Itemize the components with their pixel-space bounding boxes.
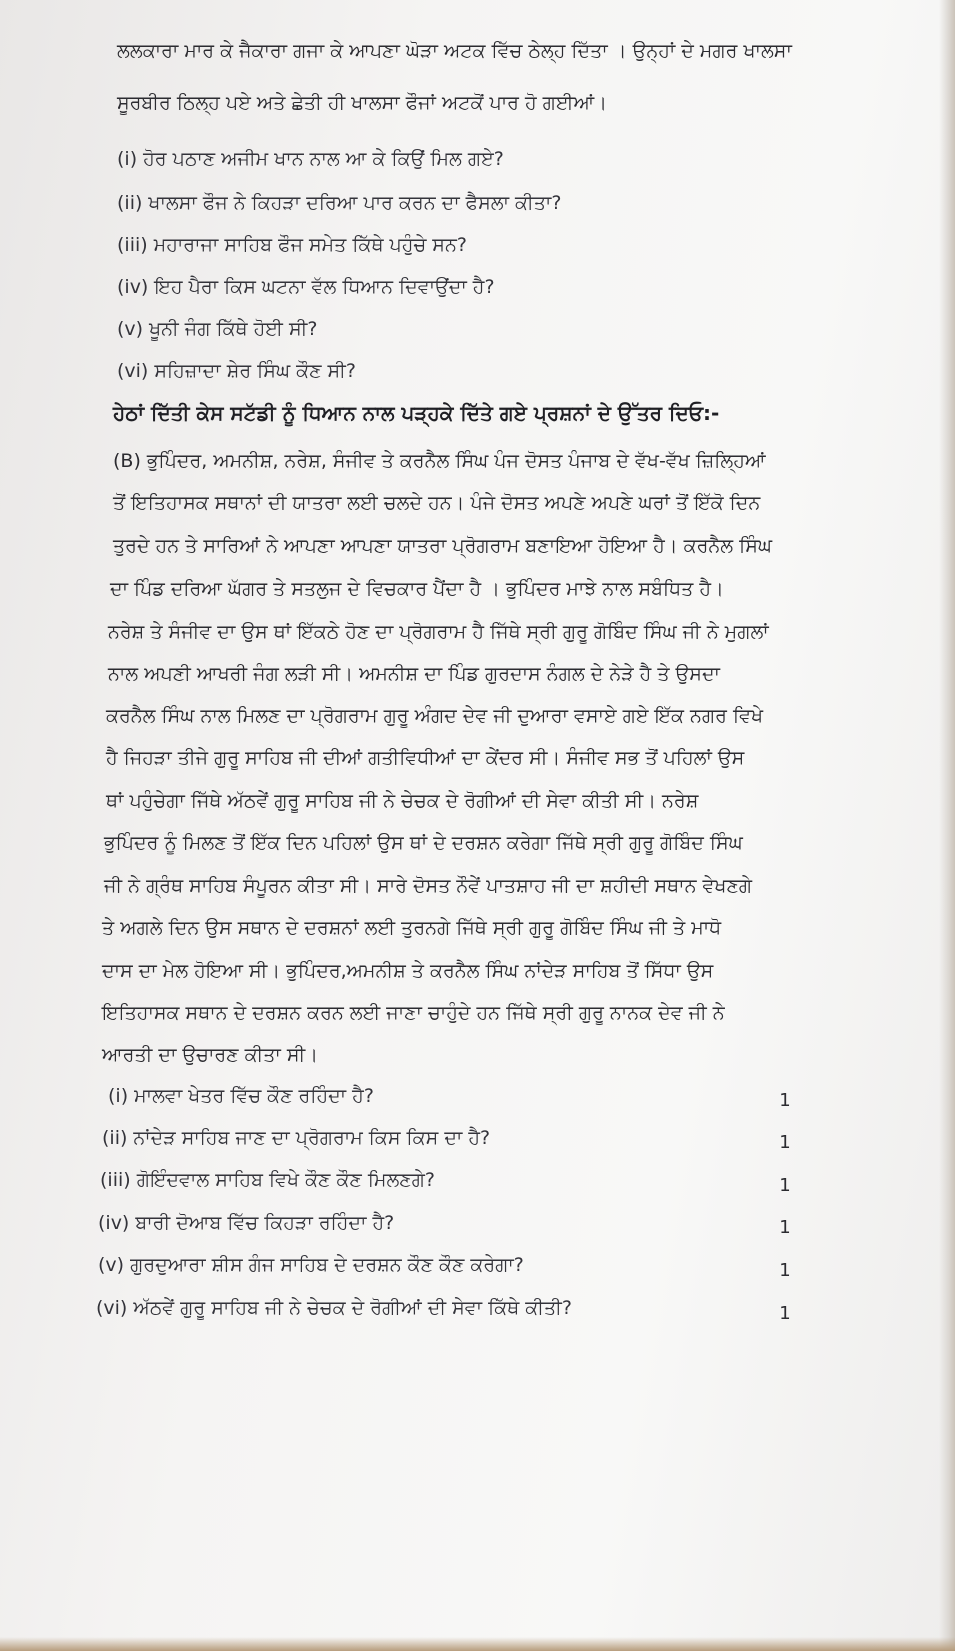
case-study-line: ਭੁਪਿੰਦਰ ਨੂੰ ਮਿਲਣ ਤੋਂ ਇੱਕ ਦਿਨ ਪਹਿਲਾਂ ਉਸ ਥਾਂ ਦੇ ਦਰਸ਼ਨ ਕਰੇਗਾ ਜਿੱਥੇ ਸ੍ਰੀ ਗੁਰੂ ਗੋਬਿੰਦ ਸਿੰਘ <box>104 832 743 854</box>
question-a-6: (vi) ਸਹਿਜ਼ਾਦਾ ਸ਼ੇਰ ਸਿੰਘ ਕੌਣ ਸੀ? <box>117 360 356 382</box>
case-study-line: ਤੇ ਅਗਲੇ ਦਿਨ ਉਸ ਸਥਾਨ ਦੇ ਦਰਸ਼ਨਾਂ ਲਈ ਤੁਰਨਗੇ ਜਿੱਥੇ ਸ੍ਰੀ ਗੁਰੂ ਗੋਬਿੰਦ ਸਿੰਘ ਜੀ ਤੇ ਮਾਧੋ <box>102 917 722 939</box>
case-study-line: ਥਾਂ ਪਹੁੰਚੇਗਾ ਜਿੱਥੇ ਅੱਠਵੇਂ ਗੁਰੂ ਸਾਹਿਬ ਜੀ ਨੇ ਚੇਚਕ ਦੇ ਰੋਗੀਆਂ ਦੀ ਸੇਵਾ ਕੀਤੀ ਸੀ। ਨਰੇਸ਼ <box>106 790 699 812</box>
question-b-6-mark: 1 <box>779 1303 791 1324</box>
paper-edge-shadow <box>939 0 955 1651</box>
case-study-line: ਦਾ ਪਿੰਡ ਦਰਿਆ ਘੱਗਰ ਤੇ ਸਤਲੁਜ ਦੇ ਵਿਚਕਾਰ ਪੈਂਦਾ ਹੈ । ਭੁਪਿੰਦਰ ਮਾਝੇ ਨਾਲ ਸਬੰਧਿਤ ਹੈ। <box>110 578 724 600</box>
question-b-1: (i) ਮਾਲਵਾ ਖੇਤਰ ਵਿੱਚ ਕੌਣ ਰਹਿੰਦਾ ਹੈ? <box>108 1085 374 1107</box>
question-b-5-mark: 1 <box>779 1260 791 1281</box>
case-study-line: ਦਾਸ ਦਾ ਮੇਲ ਹੋਇਆ ਸੀ। ਭੁਪਿੰਦਰ,ਅਮਨੀਸ਼ ਤੇ ਕਰਨੈਲ ਸਿੰਘ ਨਾਂਦੇੜ ਸਾਹਿਬ ਤੋਂ ਸਿੱਧਾ ਉਸ <box>102 960 714 982</box>
question-b-4-mark: 1 <box>779 1217 791 1238</box>
case-study-line: ਆਰਤੀ ਦਾ ਉਚਾਰਣ ਕੀਤਾ ਸੀ। <box>102 1044 319 1066</box>
passage-line: ਸੂਰਬੀਰ ਠਿਲ੍ਹ ਪਏ ਅਤੇ ਛੇਤੀ ਹੀ ਖਾਲਸਾ ਫੌਜਾਂ ਅਟਕੋਂ ਪਾਰ ਹੋ ਗਈਆਂ। <box>117 92 608 114</box>
question-b-3: (iii) ਗੋਇੰਦਵਾਲ ਸਾਹਿਬ ਵਿਖੇ ਕੌਣ ਕੌਣ ਮਿਲਣਗੇ? <box>100 1169 435 1191</box>
case-study-line: ਇਤਿਹਾਸਕ ਸਥਾਨ ਦੇ ਦਰਸ਼ਨ ਕਰਨ ਲਈ ਜਾਣਾ ਚਾਹੁੰਦੇ ਹਨ ਜਿੱਥੇ ਸ੍ਰੀ ਗੁਰੂ ਨਾਨਕ ਦੇਵ ਜੀ ਨੇ <box>102 1002 725 1024</box>
case-study-line: (B) ਭੁਪਿੰਦਰ, ਅਮਨੀਸ਼, ਨਰੇਸ਼, ਸੰਜੀਵ ਤੇ ਕਰਨੈਲ ਸਿੰਘ ਪੰਜ ਦੋਸਤ ਪੰਜਾਬ ਦੇ ਵੱਖ-ਵੱਖ ਜ਼ਿਲ੍ਹਿਆਂ <box>113 450 766 472</box>
question-b-5: (v) ਗੁਰਦੁਆਰਾ ਸ਼ੀਸ ਗੰਜ ਸਾਹਿਬ ਦੇ ਦਰਸ਼ਨ ਕੌਣ ਕੌਣ ਕਰੇਗਾ? <box>98 1254 524 1276</box>
case-study-line: ਹੈ ਜਿਹੜਾ ਤੀਜੇ ਗੁਰੂ ਸਾਹਿਬ ਜੀ ਦੀਆਂ ਗਤੀਵਿਧੀਆਂ ਦਾ ਕੇਂਦਰ ਸੀ। ਸੰਜੀਵ ਸਭ ਤੋਂ ਪਹਿਲਾਂ ਉਸ <box>106 747 745 769</box>
question-b-1-mark: 1 <box>779 1090 791 1111</box>
question-a-5: (v) ਖੂਨੀ ਜੰਗ ਕਿੱਥੇ ਹੋਈ ਸੀ? <box>117 318 318 340</box>
case-study-line: ਤੁਰਦੇ ਹਨ ਤੇ ਸਾਰਿਆਂ ਨੇ ਆਪਣਾ ਆਪਣਾ ਯਾਤਰਾ ਪ੍ਰੋਗਰਾਮ ਬਣਾਇਆ ਹੋਇਆ ਹੈ। ਕਰਨੈਲ ਸਿੰਘ <box>113 535 773 557</box>
case-study-line: ਕਰਨੈਲ ਸਿੰਘ ਨਾਲ ਮਿਲਣ ਦਾ ਪ੍ਰੋਗਰਾਮ ਗੁਰੂ ਅੰਗਦ ਦੇਵ ਜੀ ਦੁਆਰਾ ਵਸਾਏ ਗਏ ਇੱਕ ਨਗਰ ਵਿਖੇ <box>106 705 764 727</box>
question-b-2: (ii) ਨਾਂਦੇੜ ਸਾਹਿਬ ਜਾਣ ਦਾ ਪ੍ਰੋਗਰਾਮ ਕਿਸ ਕਿਸ ਦਾ ਹੈ? <box>102 1127 491 1149</box>
question-a-3: (iii) ਮਹਾਰਾਜਾ ਸਾਹਿਬ ਫੌਜ ਸਮੇਤ ਕਿੱਥੇ ਪਹੁੰਚੇ ਸਨ? <box>117 234 467 256</box>
case-study-line: ਤੋਂ ਇਤਿਹਾਸਕ ਸਥਾਨਾਂ ਦੀ ਯਾਤਰਾ ਲਈ ਚਲਦੇ ਹਨ। ਪੰਜੇ ਦੋਸਤ ਅਪਣੇ ਅਪਣੇ ਘਰਾਂ ਤੋਂ ਇੱਕੋ ਦਿਨ <box>113 492 761 514</box>
passage-line: ਲਲਕਾਰਾ ਮਾਰ ਕੇ ਜੈਕਾਰਾ ਗਜਾ ਕੇ ਆਪਣਾ ਘੋੜਾ ਅਟਕ ਵਿੱਚ ਠੇਲ੍ਹ ਦਿੱਤਾ । ਉਨ੍ਹਾਂ ਦੇ ਮਗਰ ਖਾਲਸਾ <box>117 40 792 62</box>
question-b-2-mark: 1 <box>779 1132 791 1153</box>
question-b-4: (iv) ਬਾਰੀ ਦੋਆਬ ਵਿੱਚ ਕਿਹੜਾ ਰਹਿੰਦਾ ਹੈ? <box>98 1212 395 1234</box>
question-a-1: (i) ਹੋਰ ਪਠਾਣ ਅਜੀਮ ਖਾਨ ਨਾਲ ਆ ਕੇ ਕਿਉਂ ਮਿਲ ਗਏ? <box>117 148 504 170</box>
question-a-2: (ii) ਖਾਲਸਾ ਫੌਜ ਨੇ ਕਿਹੜਾ ਦਰਿਆ ਪਾਰ ਕਰਨ ਦਾ ਫੈਸਲਾ ਕੀਤਾ? <box>117 192 562 214</box>
case-study-line: ਜੀ ਨੇ ਗ੍ਰੰਥ ਸਾਹਿਬ ਸੰਪੂਰਨ ਕੀਤਾ ਸੀ। ਸਾਰੇ ਦੋਸਤ ਨੌਵੇਂ ਪਾਤਸ਼ਾਹ ਜੀ ਦਾ ਸ਼ਹੀਦੀ ਸਥਾਨ ਵੇਖਣਗੇ <box>104 875 753 897</box>
question-b-6: (vi) ਅੱਠਵੇਂ ਗੁਰੂ ਸਾਹਿਬ ਜੀ ਨੇ ਚੇਚਕ ਦੇ ਰੋਗੀਆਂ ਦੀ ਸੇਵਾ ਕਿੱਥੇ ਕੀਤੀ? <box>96 1297 572 1319</box>
case-study-line: ਨਾਲ ਅਪਣੀ ਆਖਰੀ ਜੰਗ ਲੜੀ ਸੀ। ਅਮਨੀਸ਼ ਦਾ ਪਿੰਡ ਗੁਰਦਾਸ ਨੰਗਲ ਦੇ ਨੇੜੇ ਹੈ ਤੇ ਉਸਦਾ <box>108 663 720 685</box>
case-study-line: ਨਰੇਸ਼ ਤੇ ਸੰਜੀਵ ਦਾ ਉਸ ਥਾਂ ਇੱਕਠੇ ਹੋਣ ਦਾ ਪ੍ਰੋਗਰਾਮ ਹੈ ਜਿੱਥੇ ਸ੍ਰੀ ਗੁਰੂ ਗੋਬਿੰਦ ਸਿੰਘ ਜੀ ਨੇ ਮੁਗਲਾਂ <box>108 621 769 643</box>
table-surface-edge <box>0 1637 955 1651</box>
question-a-4: (iv) ਇਹ ਪੈਰਾ ਕਿਸ ਘਟਨਾ ਵੱਲ ਧਿਆਨ ਦਿਵਾਉਂਦਾ ਹੈ? <box>117 276 495 298</box>
section-heading: ਹੇਠਾਂ ਦਿੱਤੀ ਕੇਸ ਸਟੱਡੀ ਨੂੰ ਧਿਆਨ ਨਾਲ ਪੜ੍ਹਕੇ ਦਿੱਤੇ ਗਏ ਪ੍ਰਸ਼ਨਾਂ ਦੇ ਉੱਤਰ ਦਿਓ:- <box>113 401 720 425</box>
question-b-3-mark: 1 <box>779 1175 791 1196</box>
